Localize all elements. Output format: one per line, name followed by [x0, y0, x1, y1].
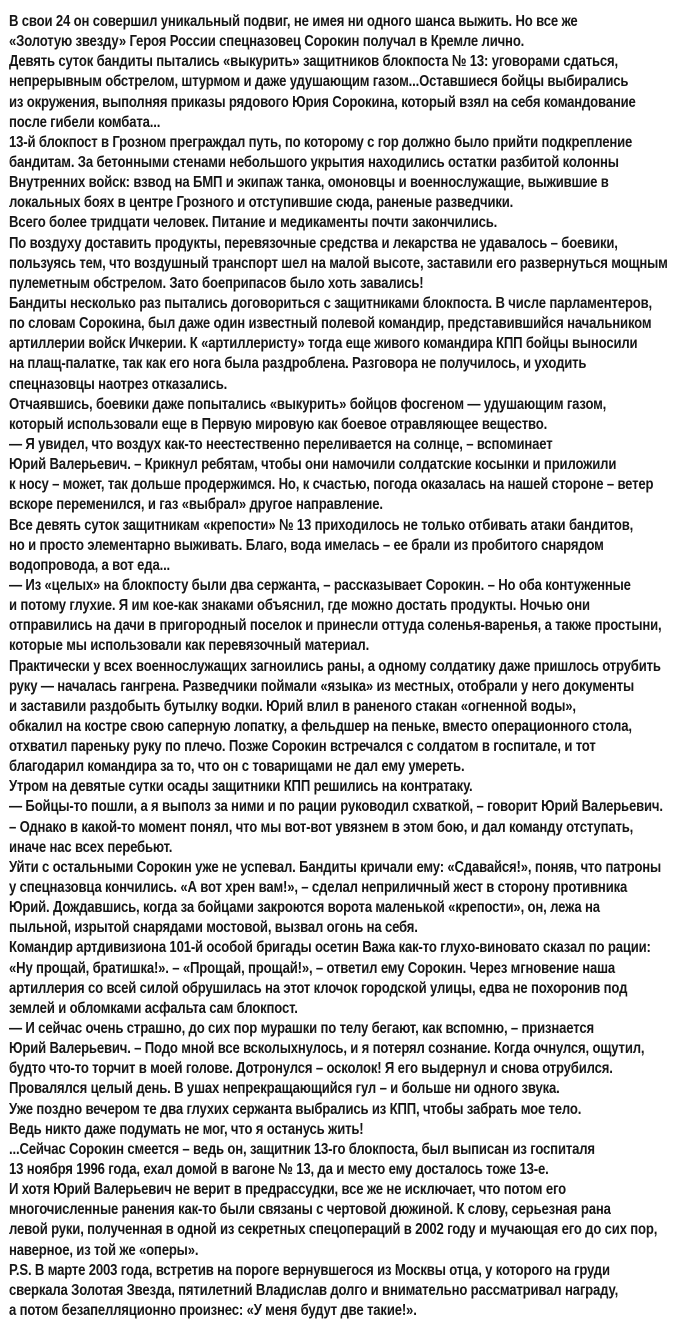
text-line: Юрий Валерьевич. – Подо мной все всколыхнулось, и я потерял сознание. Когда очнулся, ощутил,: [9, 1040, 645, 1058]
text-line: который использовали еще в Первую мировую как боевое отравляющее вещество.: [9, 415, 548, 433]
text-line: — Я увидел, что воздух как-то неестественно переливается на солнце, – вспоминает: [9, 435, 553, 453]
text-line: – Однако в какой-то момент понял, что мы вот-вот увязнем в этом бою, и дал команду отступать,: [9, 818, 634, 836]
text-line: но и просто элементарно выживать. Благо, вода имелась – ее брали из пробитого снарядом: [9, 536, 604, 554]
text-line: спецназовцы наотрез отказались.: [9, 375, 228, 393]
text-line: руку — началась гангрена. Разведчики поймали «языка» из местных, отобрали у него документы: [9, 677, 635, 695]
text-line: отхватил пареньку руку по плечо. Позже Сорокин встречался с солдатом в госпитале, и тот: [9, 738, 596, 756]
text-line: непрерывным обстрелом, штурмом и даже удушающим газом...Оставшиеся бойцы выбирались: [9, 73, 629, 91]
text-line: отправились на дачи в пригородный поселок и принесли оттуда соленья-варенья, а также простыни,: [9, 617, 662, 635]
text-line: артиллерии войск Ичкерии. К «артиллеристу» тогда еще живого командира КПП бойцы выносили: [9, 335, 638, 353]
text-line: Внутренних войск: взвод на БМП и экипаж танка, омоновцы и военнослужащие, выжившие в: [9, 174, 609, 192]
text-line: Все девять суток защитникам «крепости» № 13 приходилось не только отбивать атаки бандитов,: [9, 516, 634, 534]
text-line: у спецназовца кончились. «А вот хрен вам!», – сделал неприличный жест в сторону противника: [9, 879, 628, 897]
text-line: Юрий. Дождавшись, когда за бойцами закроются ворота маленькой «крепости», он, лежа на: [9, 899, 600, 917]
text-line: — И сейчас очень страшно, до сих пор мурашки по телу бегают, как вспомню, – признается: [9, 1020, 594, 1038]
text-line: пулеметным обстрелом. Зато боеприпасов было хоть завались!: [9, 274, 424, 292]
text-line: и потому глухие. Я им кое-как знаками объяснил, где можно достать продукты. Ночью они: [9, 597, 590, 615]
text-line: 13-й блокпост в Грозном преграждал путь, по которому с гор должно было прийти подкрепление: [9, 133, 633, 151]
text-line: благодарил командира за то, что он с товарищами не дал ему умереть.: [9, 758, 465, 776]
text-line: землей и обломками асфальта сам блокпост.: [9, 999, 298, 1017]
text-line: Уйти с остальными Сорокин уже не успевал. Бандиты кричали ему: «Сдавайся!», поняв, что патроны: [9, 858, 662, 876]
text-line: — Бойцы-то пошли, а я выполз за ними и по рации руководил схваткой, – говорит Юрий Валерьевич.: [9, 798, 663, 816]
text-line: водопровода, а вот еда...: [9, 556, 171, 574]
text-line: на плащ-палатке, так как его нога была раздроблена. Разговора не получилось, и уходить: [9, 355, 587, 373]
text-line: локальных боях в центре Грозного и отступившие сюда, раненые разведчики.: [9, 194, 514, 212]
text-line: В свои 24 он совершил уникальный подвиг, не имея ни одного шанса выжить. Но все же: [9, 13, 578, 30]
text-line: иначе нас всех перебьют.: [9, 838, 173, 856]
text-line: — Из «целых» на блокпосту были два сержанта, – рассказывает Сорокин. – Но оба контуженные: [9, 576, 631, 594]
text-line: Командир артдивизиона 101-й особой бригады осетин Важа как-то глухо-виновато сказал по рации:: [9, 939, 651, 957]
text-line: «Ну прощай, братишка!». – «Прощай, прощай!», – ответил ему Сорокин. Через мгновение наша: [9, 959, 616, 977]
text-line: наверное, из той же «оперы».: [9, 1241, 199, 1259]
text-line: По воздуху доставить продукты, перевязочные средства и лекарства не удавалось – боевики,: [9, 234, 618, 252]
text-line: Уже поздно вечером те два глухих сержанта выбрались из КПП, чтобы забрать мое тело.: [9, 1100, 582, 1118]
text-line: артиллерия со всей силой обрушилась на этот клочок городской улицы, едва не похоронив под: [9, 979, 628, 997]
text-line: и заставили раздобыть бутылку водки. Юрий влил в раненого стакан «огненной воды»,: [9, 697, 576, 715]
text-line: Практически у всех военнослужащих загноились раны, а одному солдатику даже пришлось отрубить: [9, 657, 661, 675]
text-line: бандитам. За бетонными стенами небольшого укрытия находились остатки разбитой колонны: [9, 153, 619, 171]
text-line: пользуясь тем, что воздушный транспорт шел на малой высоте, заставили его развернуться мощным: [9, 254, 668, 272]
text-line: пыльной, изрытой снарядами мостовой, вызвал огонь на себя.: [9, 919, 418, 937]
text-line: будто что-то торчит в моей голове. Дотронулся – осколок! Я его выдернул и снова отрубился.: [9, 1060, 613, 1078]
text-line: P.S. В марте 2003 года, встретив на пороге вернувшегося из Москвы отца, у которого на груди: [9, 1261, 610, 1279]
text-line: Ведь никто даже подумать не мог, что я останусь жить!: [9, 1120, 364, 1138]
text-line: «Золотую звезду» Героя России спецназовец Сорокин получал в Кремле лично.: [9, 33, 525, 51]
text-line: вскоре переменился, и газ «выбрал» другое направление.: [9, 496, 383, 514]
text-line: Утром на девятые сутки осады защитники КПП решились на контратаку.: [9, 778, 473, 796]
text-line: из окружения, выполняя приказы рядового Юрия Сорокина, который взял на себя командование: [9, 93, 636, 111]
text-line: И хотя Юрий Валерьевич не верит в предрассудки, все же не исключает, что потом его: [9, 1181, 566, 1199]
text-line: ...Сейчас Сорокин смеется – ведь он, защитник 13-го блокпоста, был выписан из госпиталя: [9, 1140, 595, 1158]
text-line: по словам Сорокина, был даже один известный полевой командир, представившийся начальником: [9, 315, 652, 333]
text-line: Девять суток бандиты пытались «выкурить» защитников блокпоста № 13: уговорами сдаться,: [9, 53, 619, 71]
text-line: Юрий Валерьевич. – Крикнул ребятам, чтобы они намочили солдатские косынки и приложили: [9, 456, 617, 474]
text-line: а потом безапелляционно произнес: «У меня будут две такие!».: [9, 1302, 417, 1319]
text-line: к носу – может, так дольше продержимся. Но, к счастью, погода оказалась на нашей стороне – ветер: [9, 476, 654, 494]
text-line: обкалил на костре свою саперную лопатку, а фельдшер на пеньке, вместо операционного стола,: [9, 717, 632, 735]
text-line: Отчаявшись, боевики даже попытались «выкурить» бойцов фосгеном — удушающим газом,: [9, 395, 607, 413]
text-line: 13 ноября 1996 года, ехал домой в вагоне № 13, да и место ему досталось тоже 13-е.: [9, 1161, 549, 1179]
text-line: которые мы использовали как перевязочный материал.: [9, 637, 370, 655]
text-line: многочисленные ранения как-то были связаны с чертовой дюжиной. К слову, серьезная рана: [9, 1201, 611, 1219]
text-line: Всего более тридцати человек. Питание и медикаменты почти закончились.: [9, 214, 498, 232]
text-line: Провалялся целый день. В ушах непрекращающийся гул – и больше ни одного звука.: [9, 1080, 560, 1098]
text-line: после гибели комбата...: [9, 113, 161, 131]
text-line: сверкала Золотая Звезда, пятилетний Владислав долго и внимательно рассматривал награду,: [9, 1281, 619, 1299]
text-line: левой руки, полученная в одной из секретных спецопераций в 2002 году и мучающая его до сих пор,: [9, 1221, 658, 1239]
text-line: Бандиты несколько раз пытались договориться с защитниками блокпоста. В числе парламентеров,: [9, 294, 653, 312]
